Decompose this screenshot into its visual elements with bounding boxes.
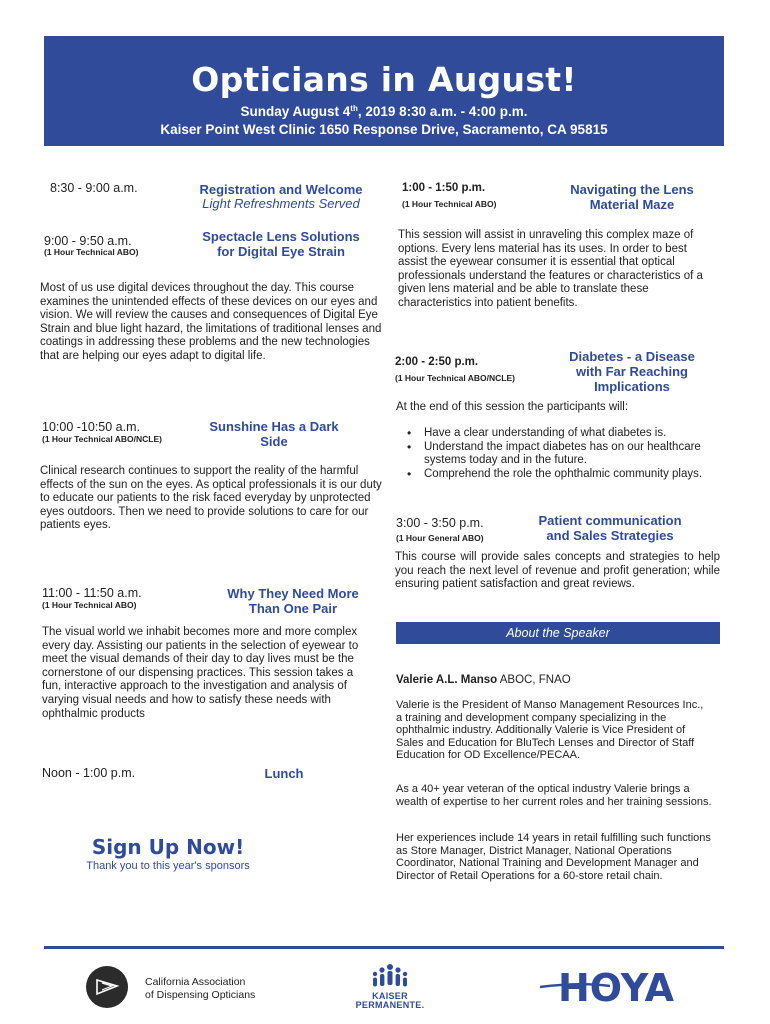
sunshine-time: 10:00 -10:50 a.m. [42,420,140,434]
hoya-wordmark [540,966,708,1006]
lens-description: This session will assist in unraveling this complex maze of options. Every lens material has its uses. In order to best assist the eyewear consumer it is essential that optical professionals understand the features or characteristics of a given lens material and be able to translate these characteristics into patient benefits. [398,229,703,309]
kaiser-people-icon [367,962,413,992]
kaiser-permanente-logo: KAISER PERMANENTE. [350,962,430,1012]
pair-time: 11:00 - 11:50 a.m. [42,586,142,600]
lunch-title: Lunch [264,766,304,781]
footer-divider [44,946,724,949]
patient-title: Patient communication and Sales Strategies [538,513,682,543]
about-speaker-bar: About the Speaker [396,622,720,644]
pair-credit: (1 Hour Technical ABO) [42,600,137,610]
patient-time: 3:00 - 3:50 p.m. [396,516,484,530]
event-location: Kaiser Point West Clinic 1650 Response Drive, Sacramento, CA 95815 [160,122,608,137]
event-date-time: Sunday August 4th, 2019 8:30 a.m. - 4:00 p.m. [240,104,528,119]
speaker-bio-2: As a 40+ year veteran of the optical industry Valerie brings a wealth of expertise to her current roles and her training sessions. [396,783,712,808]
page-title: Opticians in August! [191,60,577,99]
registration-subtitle: Light Refreshments Served [202,196,360,211]
speaker-name-line: Valerie A.L. Manso ABOC, FNAO [396,674,571,686]
eye-icon [94,975,120,999]
pair-description: The visual world we inhabit becomes more and more complex every day. Assisting our patients in the selection of eyewear to meet the visual demands of their day to day lives must be the cornerstone of our dispensing practices. This session takes a fun, interactive approach to the investigation and analysis of varying visual needs and how to satisfy these needs with ophthalmic products [42,626,359,720]
diabetes-intro: At the end of this session the participants will: [396,401,629,413]
diabetes-title: Diabetes - a Disease with Far Reaching Implications [569,349,695,394]
patient-credit: (1 Hour General ABO) [396,533,484,543]
svg-text:HOYA: HOYA [558,966,675,1006]
header-banner [44,36,724,146]
sunshine-title: Sunshine Has a Dark Side [209,419,339,449]
cado-name: California Association of Dispensing Opticians [145,976,256,1001]
sign-up-heading: Sign Up Now! [91,835,245,859]
spectacle-description: Most of us use digital devices throughout the day. This course examines the unintended effects of these devices on our eyes and vision. We will review the causes and consequences of Digital Eye Strain and blue light hazard, the limitations of traditional lenses and coatings in addressing these problems and the new technologies that are helping our eyes adapt to digital life. [40,282,382,362]
list-item: • Understand the impact diabetes has on our healthcare systems today and in the future. [396,441,716,468]
pair-title: Why They Need More Than One Pair [227,586,359,616]
lens-title: Navigating the Lens Material Maze [570,182,694,212]
spectacle-credit: (1 Hour Technical ABO) [44,247,139,257]
patient-description: This course will provide sales concepts and strategies to help you reach the next level of revenue and profit generation; while ensuring patient satisfaction and great reviews. [395,551,720,591]
cado-logo [86,966,128,1008]
sponsors-thanks: Thank you to this year's sponsors [86,860,250,872]
hoya-logo [540,966,708,1006]
speaker-bio-3: Her experiences include 14 years in retail fulfilling such functions as Store Manager, District Manager, National Operations Coordinator, National Training and Development Manager and Director of Retail Operations for a 60-store retail chain. [396,832,711,882]
spectacle-title: Spectacle Lens Solutions for Digital Eye Strain [202,229,360,259]
lunch-time: Noon - 1:00 p.m. [42,766,136,780]
diabetes-time: 2:00 - 2:50 p.m. [395,356,479,368]
lens-time: 1:00 - 1:50 p.m. [402,182,486,194]
list-item: • Comprehend the role the ophthalmic community plays. [396,468,716,482]
spectacle-time: 9:00 - 9:50 a.m. [44,234,132,248]
diabetes-outcomes-list [396,427,716,481]
registration-time: 8:30 - 9:00 a.m. [50,181,138,195]
registration-title: Registration and Welcome [199,182,363,197]
list-item: • Have a clear understanding of what diabetes is. [396,427,716,441]
sunshine-description: Clinical research continues to support the reality of the harmful effects of the sun on the eyes. As optical professionals it is our duty to educate our patients to the risk faced everyday by unprotected eyes outdoors. Then we need to provide solutions to care for our patients eyes. [40,465,382,532]
sunshine-credit: (1 Hour Technical ABO/NCLE) [42,434,162,444]
speaker-bio-1: Valerie is the President of Manso Management Resources Inc., a training and development company specializing in the ophthalmic industry. Additionally Valerie is Vice President of Sales and Education for BluTech Lenses and Director of Staff Education for OD Excellence/PECAA. [396,699,704,761]
diabetes-credit: (1 Hour Technical ABO/NCLE) [395,373,515,383]
lens-credit: (1 Hour Technical ABO) [402,199,497,209]
